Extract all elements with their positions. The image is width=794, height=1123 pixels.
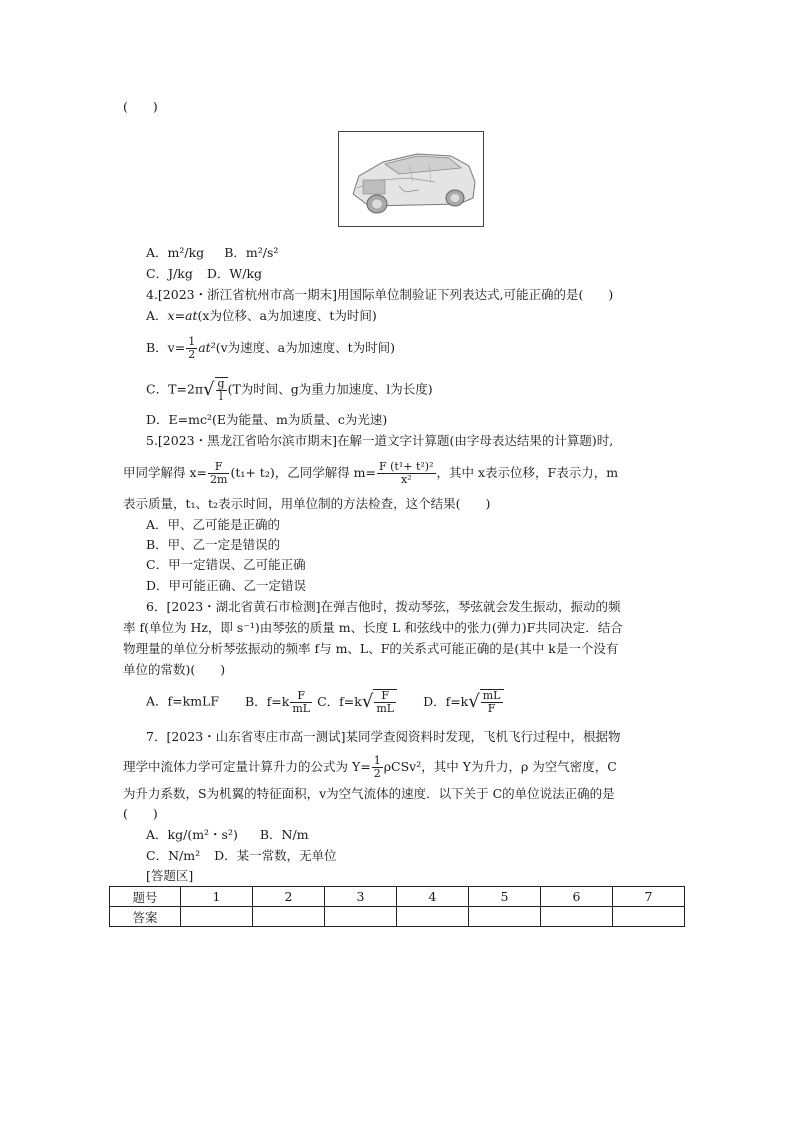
question-bracket: ( ) <box>123 99 158 114</box>
q4-stem: 4.[2023・浙江省杭州市高一期末]用国际单位制验证下列表达式,可能正确的是( ) <box>146 287 614 302</box>
q3-option-d: D．W/kg <box>206 266 263 281</box>
q4-option-b: B．v= $\frac{1}{2}$ at²(v为速度、a为加速度、t为时间) <box>146 335 396 361</box>
q6-options <box>146 689 504 715</box>
q3-option-b: B．m²/s² <box>224 245 279 260</box>
table-row <box>110 907 685 927</box>
question-number: 4 <box>397 887 469 907</box>
q6-option-b: B．f=k $\frac{F}{mL}$ <box>245 688 311 715</box>
q7-options-row1 <box>146 826 309 844</box>
question-number: 2 <box>253 887 325 907</box>
q6-option-d: D．f=k√ $\frac{mL}{F}$ <box>423 694 503 709</box>
question-number: 6 <box>541 887 613 907</box>
q5-stem: 5.[2023・黑龙江省哈尔滨市期末]在解一道文字计算题(由字母表达结果的计算题)时, <box>146 433 614 448</box>
answer-cell[interactable] <box>181 907 253 927</box>
q6-line3: 物理量的单位分析琴弦振动的频率 f与 m、L、F的关系式可能正确的是(其中 k是一个没有 <box>123 641 619 656</box>
q6-line1: 6．[2023・湖北省黄石市检测]在弹吉他时，拨动琴弦，琴弦就会发生振动，振动的频 <box>146 599 621 614</box>
q7-option-c: C．N/m² <box>146 848 201 863</box>
q5-option-a: A．甲、乙可能是正确的 <box>146 517 281 532</box>
answer-cell[interactable] <box>325 907 397 927</box>
answer-cell[interactable] <box>469 907 541 927</box>
q5-option-b: B．甲、乙一定是错误的 <box>146 537 281 552</box>
q7-option-a: A．kg/(m²・s²) <box>146 827 238 842</box>
q4-option-c: C．T=2π√ $\frac{g}{l}$ (T为时间、g为重力加速度、l为长度) <box>146 377 433 403</box>
row-label-number: 题号 <box>110 887 181 907</box>
q3-options-row1 <box>146 244 278 262</box>
table-row <box>110 887 685 907</box>
q5-option-c: C．甲一定错误、乙可能正确 <box>146 557 306 572</box>
q5-line3: 表示质量，t₁、t₂表示时间，用单位制的方法检查，这个结果( ) <box>123 496 491 511</box>
q4-option-d: D．E=mc²(E为能量、m为质量、c为光速) <box>146 412 388 427</box>
sqrt-g-over-l: √ $\frac{g}{l}$ <box>203 377 228 403</box>
q4-option-a-expr: x=at <box>167 308 198 323</box>
q5-option-d: D．甲可能正确、乙一定错误 <box>146 578 307 593</box>
q3-options-row2 <box>146 265 262 283</box>
fraction-half: $\frac{1}{2}$ <box>188 335 196 361</box>
q6-option-a: A．f=kmLF <box>146 693 220 709</box>
q7-option-d: D．某一常数，无单位 <box>214 848 337 863</box>
answer-cell[interactable] <box>397 907 469 927</box>
answer-cell[interactable] <box>541 907 613 927</box>
answer-cell[interactable] <box>253 907 325 927</box>
fraction-f-over-2m: $\frac{F}{2m}$ <box>210 460 228 486</box>
q3-option-c: C．J/kg <box>146 266 193 281</box>
q7-line3: 为升力系数，S为机翼的特征面积，v为空气流体的速度．以下关于 C的单位说法正确的是 <box>123 786 615 801</box>
q7-line4: ( ) <box>123 806 158 821</box>
q4-option-a: A．x=at(x为位移、a为加速度、t为时间) <box>146 308 377 323</box>
answer-cell[interactable] <box>613 907 685 927</box>
q3-option-a: A．m²/kg <box>146 245 205 260</box>
q7-line2: 理学中流体力学可定量计算升力的公式为 Y= $\frac{1}{2}$ ρCSv²，其中 Y为升力，ρ 为空气密度，C <box>123 754 617 780</box>
question-number: 3 <box>325 887 397 907</box>
q6-line4: 单位的常数)( ) <box>123 662 226 677</box>
car-illustration <box>338 131 484 227</box>
question-number: 5 <box>469 887 541 907</box>
car-drawing <box>339 132 483 226</box>
q7-line1: 7．[2023・山东省枣庄市高一测试]某同学查阅资料时发现，飞机飞行过程中，根据物 <box>146 729 621 744</box>
row-label-answer: 答案 <box>110 907 181 927</box>
q6-option-c: C．f=k√ $\frac{F}{mL}$ <box>317 694 397 709</box>
q7-option-b: B．N/m <box>259 827 309 842</box>
q6-line2: 率 f(单位为 Hz，即 s⁻¹)由琴弦的质量 m、长度 L 和弦线中的张力(弹力)F共同决定．结合 <box>123 620 623 635</box>
answer-area-title: [答题区] <box>146 868 194 883</box>
q7-options-row2 <box>146 847 337 865</box>
fraction-q5-yi: $\frac{\text{F (t¹+ t²)²}}{\text{x²}}$ <box>379 460 434 486</box>
question-number: 1 <box>181 887 253 907</box>
question-number: 7 <box>613 887 685 907</box>
q5-line2: 甲同学解得 x= $\frac{F}{2m}$ (t₁+ t₂)，乙同学解得 m= $\frac{\text{F (t¹+ t²)²}}{\text{x²}}$ ，其中 x表示位移，F表示力，m <box>123 460 619 486</box>
answer-table <box>109 886 685 927</box>
fraction-half: $\frac{1}{2}$ <box>373 754 381 780</box>
